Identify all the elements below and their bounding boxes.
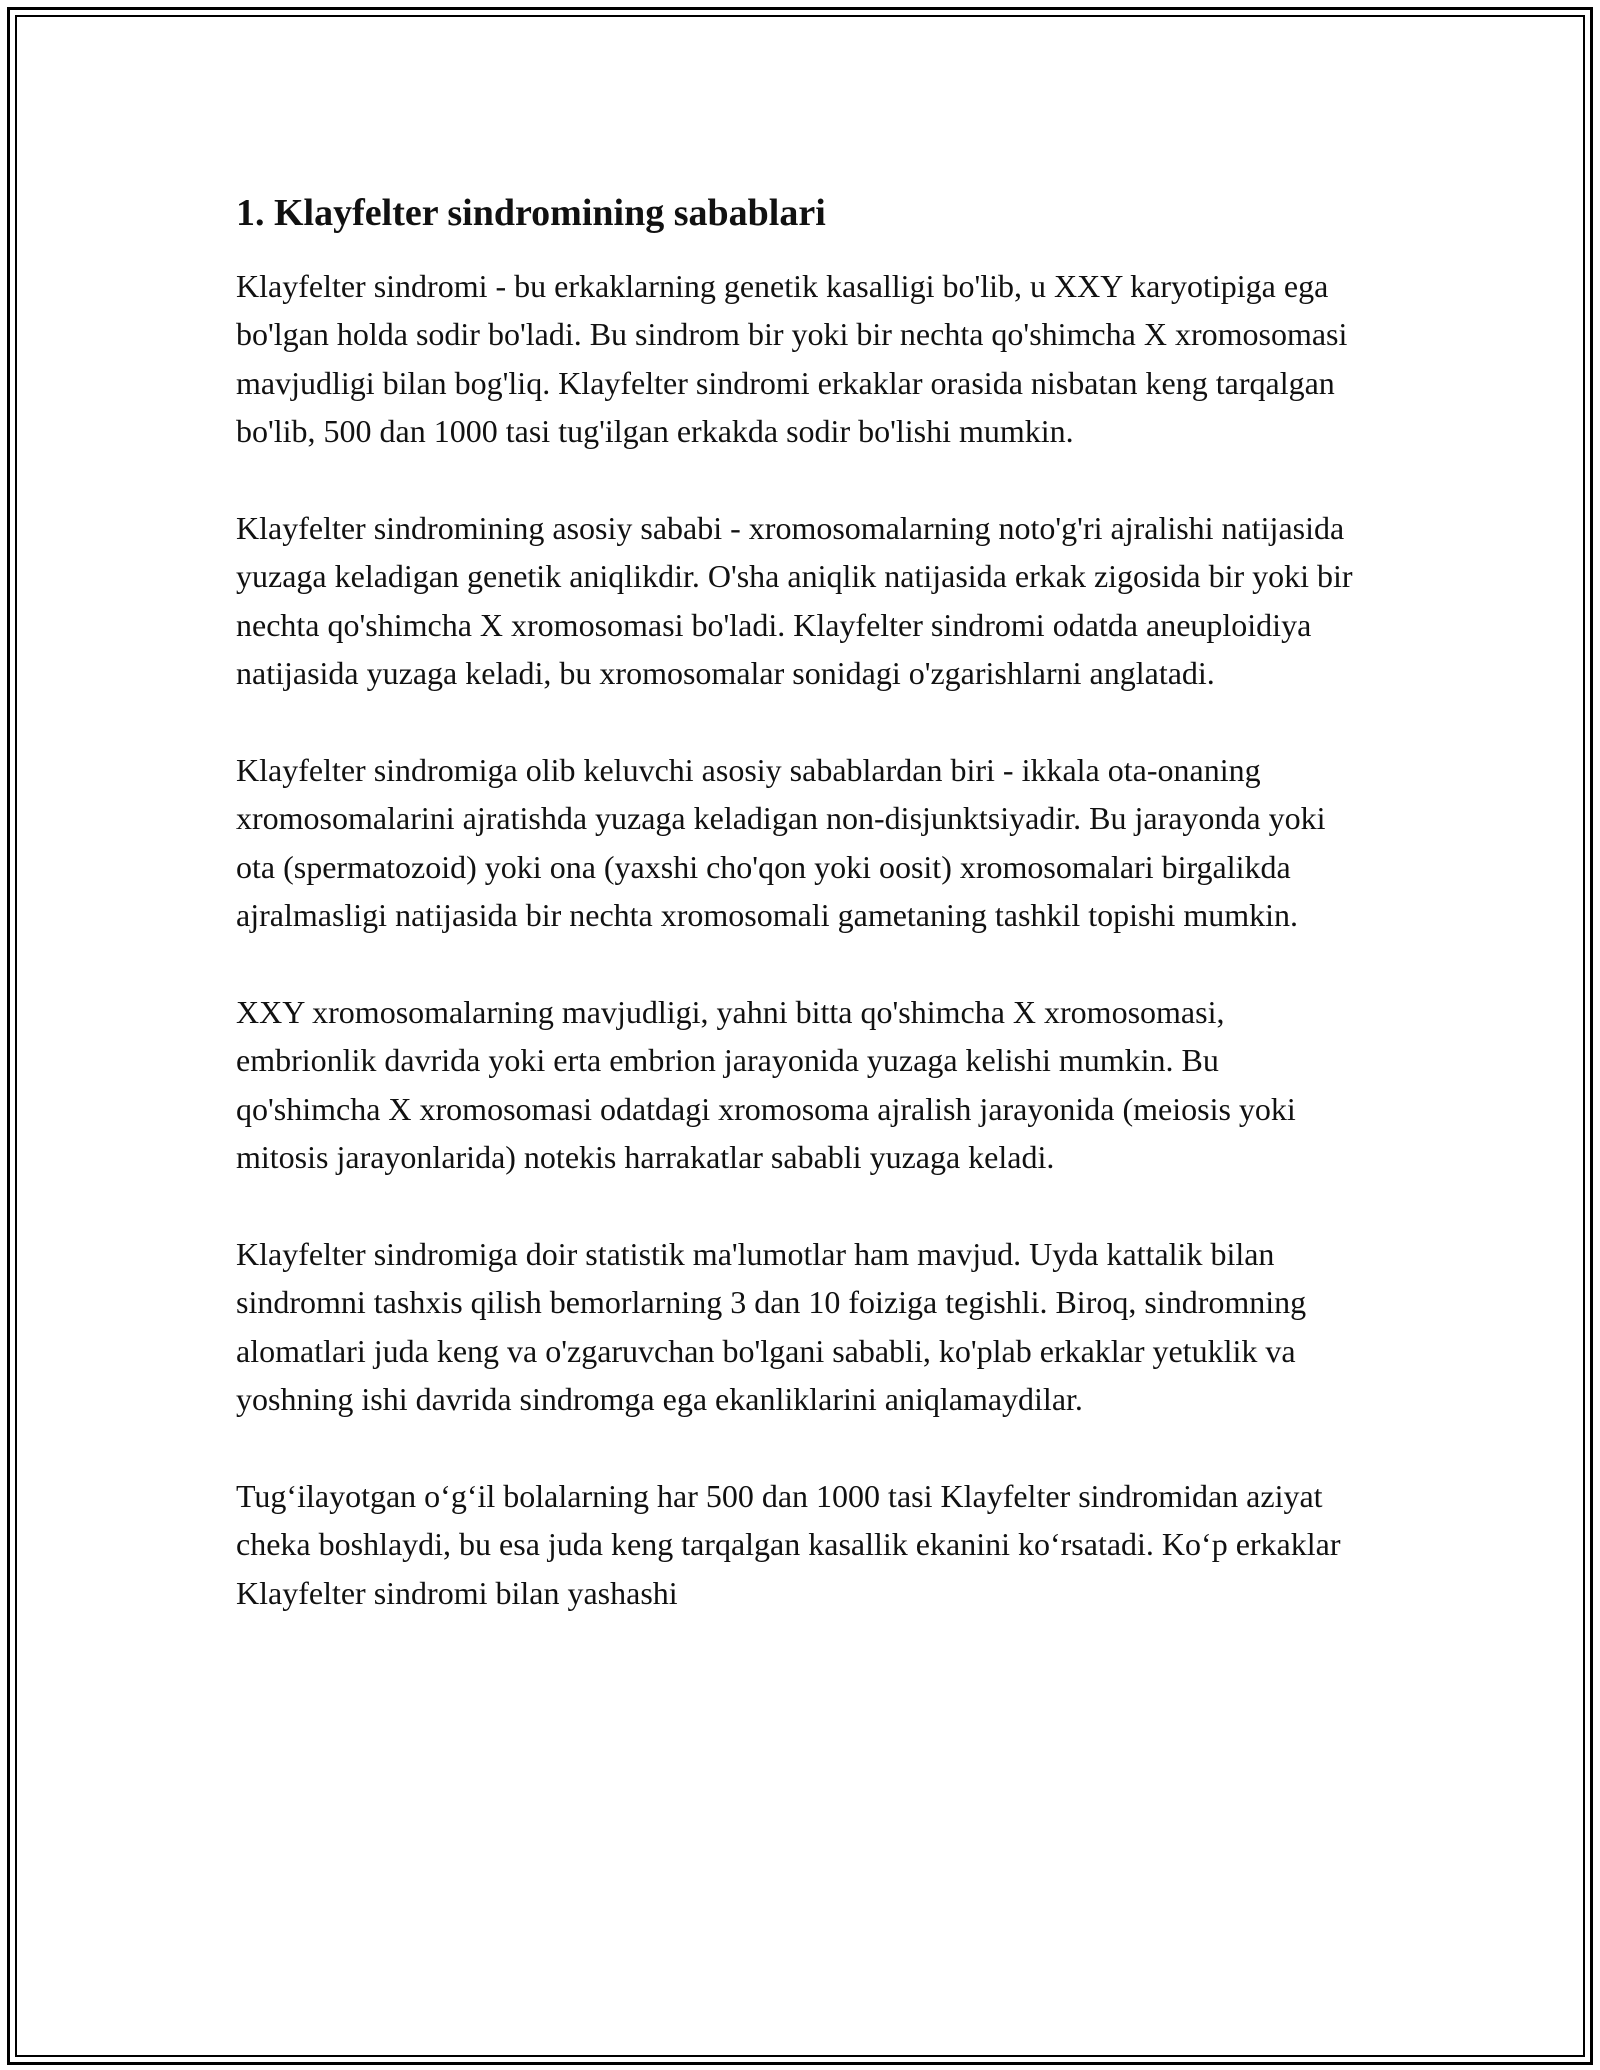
paragraph-6: Tug‘ilayotgan o‘g‘il bolalarning har 500 dan 1000 tasi Klayfelter sindromidan aziyat cheka boshlaydi, bu esa juda keng tarqalgan kasallik ekanini ko‘rsatadi. Ko‘p erkaklar Klayfelter sindromi bilan yashashi	[236, 1478, 1341, 1611]
document-title: 1. Klayfelter sindromining sabablari	[236, 192, 826, 234]
paragraph-2: Klayfelter sindromining asosiy sababi - xromosomalarning noto'g'ri ajralishi natijasida yuzaga keladigan genetik aniqlikdir. O'sha aniqlik natijasida erkak zigosida bir yoki bir nechta qo'shimcha X xromosomasi bo'ladi. Klayfelter sindromi odatda aneuploidiya natijasida yuzaga keladi, bu xromosomalar sonidagi o'zgarishlarni anglatadi.	[236, 510, 1353, 692]
paragraph-3: Klayfelter sindromiga olib keluvchi asosiy sabablardan biri - ikkala ota-onaning xromosomalarini ajratishda yuzaga keladigan non-disjunktsiyadir. Bu jarayonda yoki ota (spermatozoid) yoki ona (yaxshi cho'qon yoki oosit) xromosomalari birgalikda ajralmasligi natijasida bir nechta xromosomali gametaning tashkil topishi mumkin.	[236, 752, 1326, 934]
paragraph-5: Klayfelter sindromiga doir statistik ma'lumotlar ham mavjud. Uyda kattalik bilan sindromni tashxis qilish bemorlarning 3 dan 10 foiziga tegishli. Biroq, sindromning alomatlari juda keng va o'zgaruvchan bo'lgani sababli, ko'plab erkaklar yetuklik va yoshning ishi davrida sindromga ega ekanliklarini aniqlamaydilar.	[236, 1236, 1307, 1418]
document-body	[236, 186, 1370, 1666]
paragraph-4: XXY xromosomalarning mavjudligi, yahni bitta qo'shimcha X xromosomasi, embrionlik davrida yoki erta embrion jarayonida yuzaga kelishi mumkin. Bu qo'shimcha X xromosomasi odatdagi xromosoma ajralish jarayonida (meiosis yoki mitosis jarayonlarida) notekis harrakatlar sababli yuzaga keladi.	[236, 994, 1296, 1176]
paragraph-1: Klayfelter sindromi - bu erkaklarning genetik kasalligi bo'lib, u XXY karyotipiga ega bo'lgan holda sodir bo'ladi. Bu sindrom bir yoki bir nechta qo'shimcha X xromosomasi mavjudligi bilan bog'liq. Klayfelter sindromi erkaklar orasida nisbatan keng tarqalgan bo'lib, 500 dan 1000 tasi tug'ilgan erkakda sodir bo'lishi mumkin.	[236, 268, 1348, 450]
